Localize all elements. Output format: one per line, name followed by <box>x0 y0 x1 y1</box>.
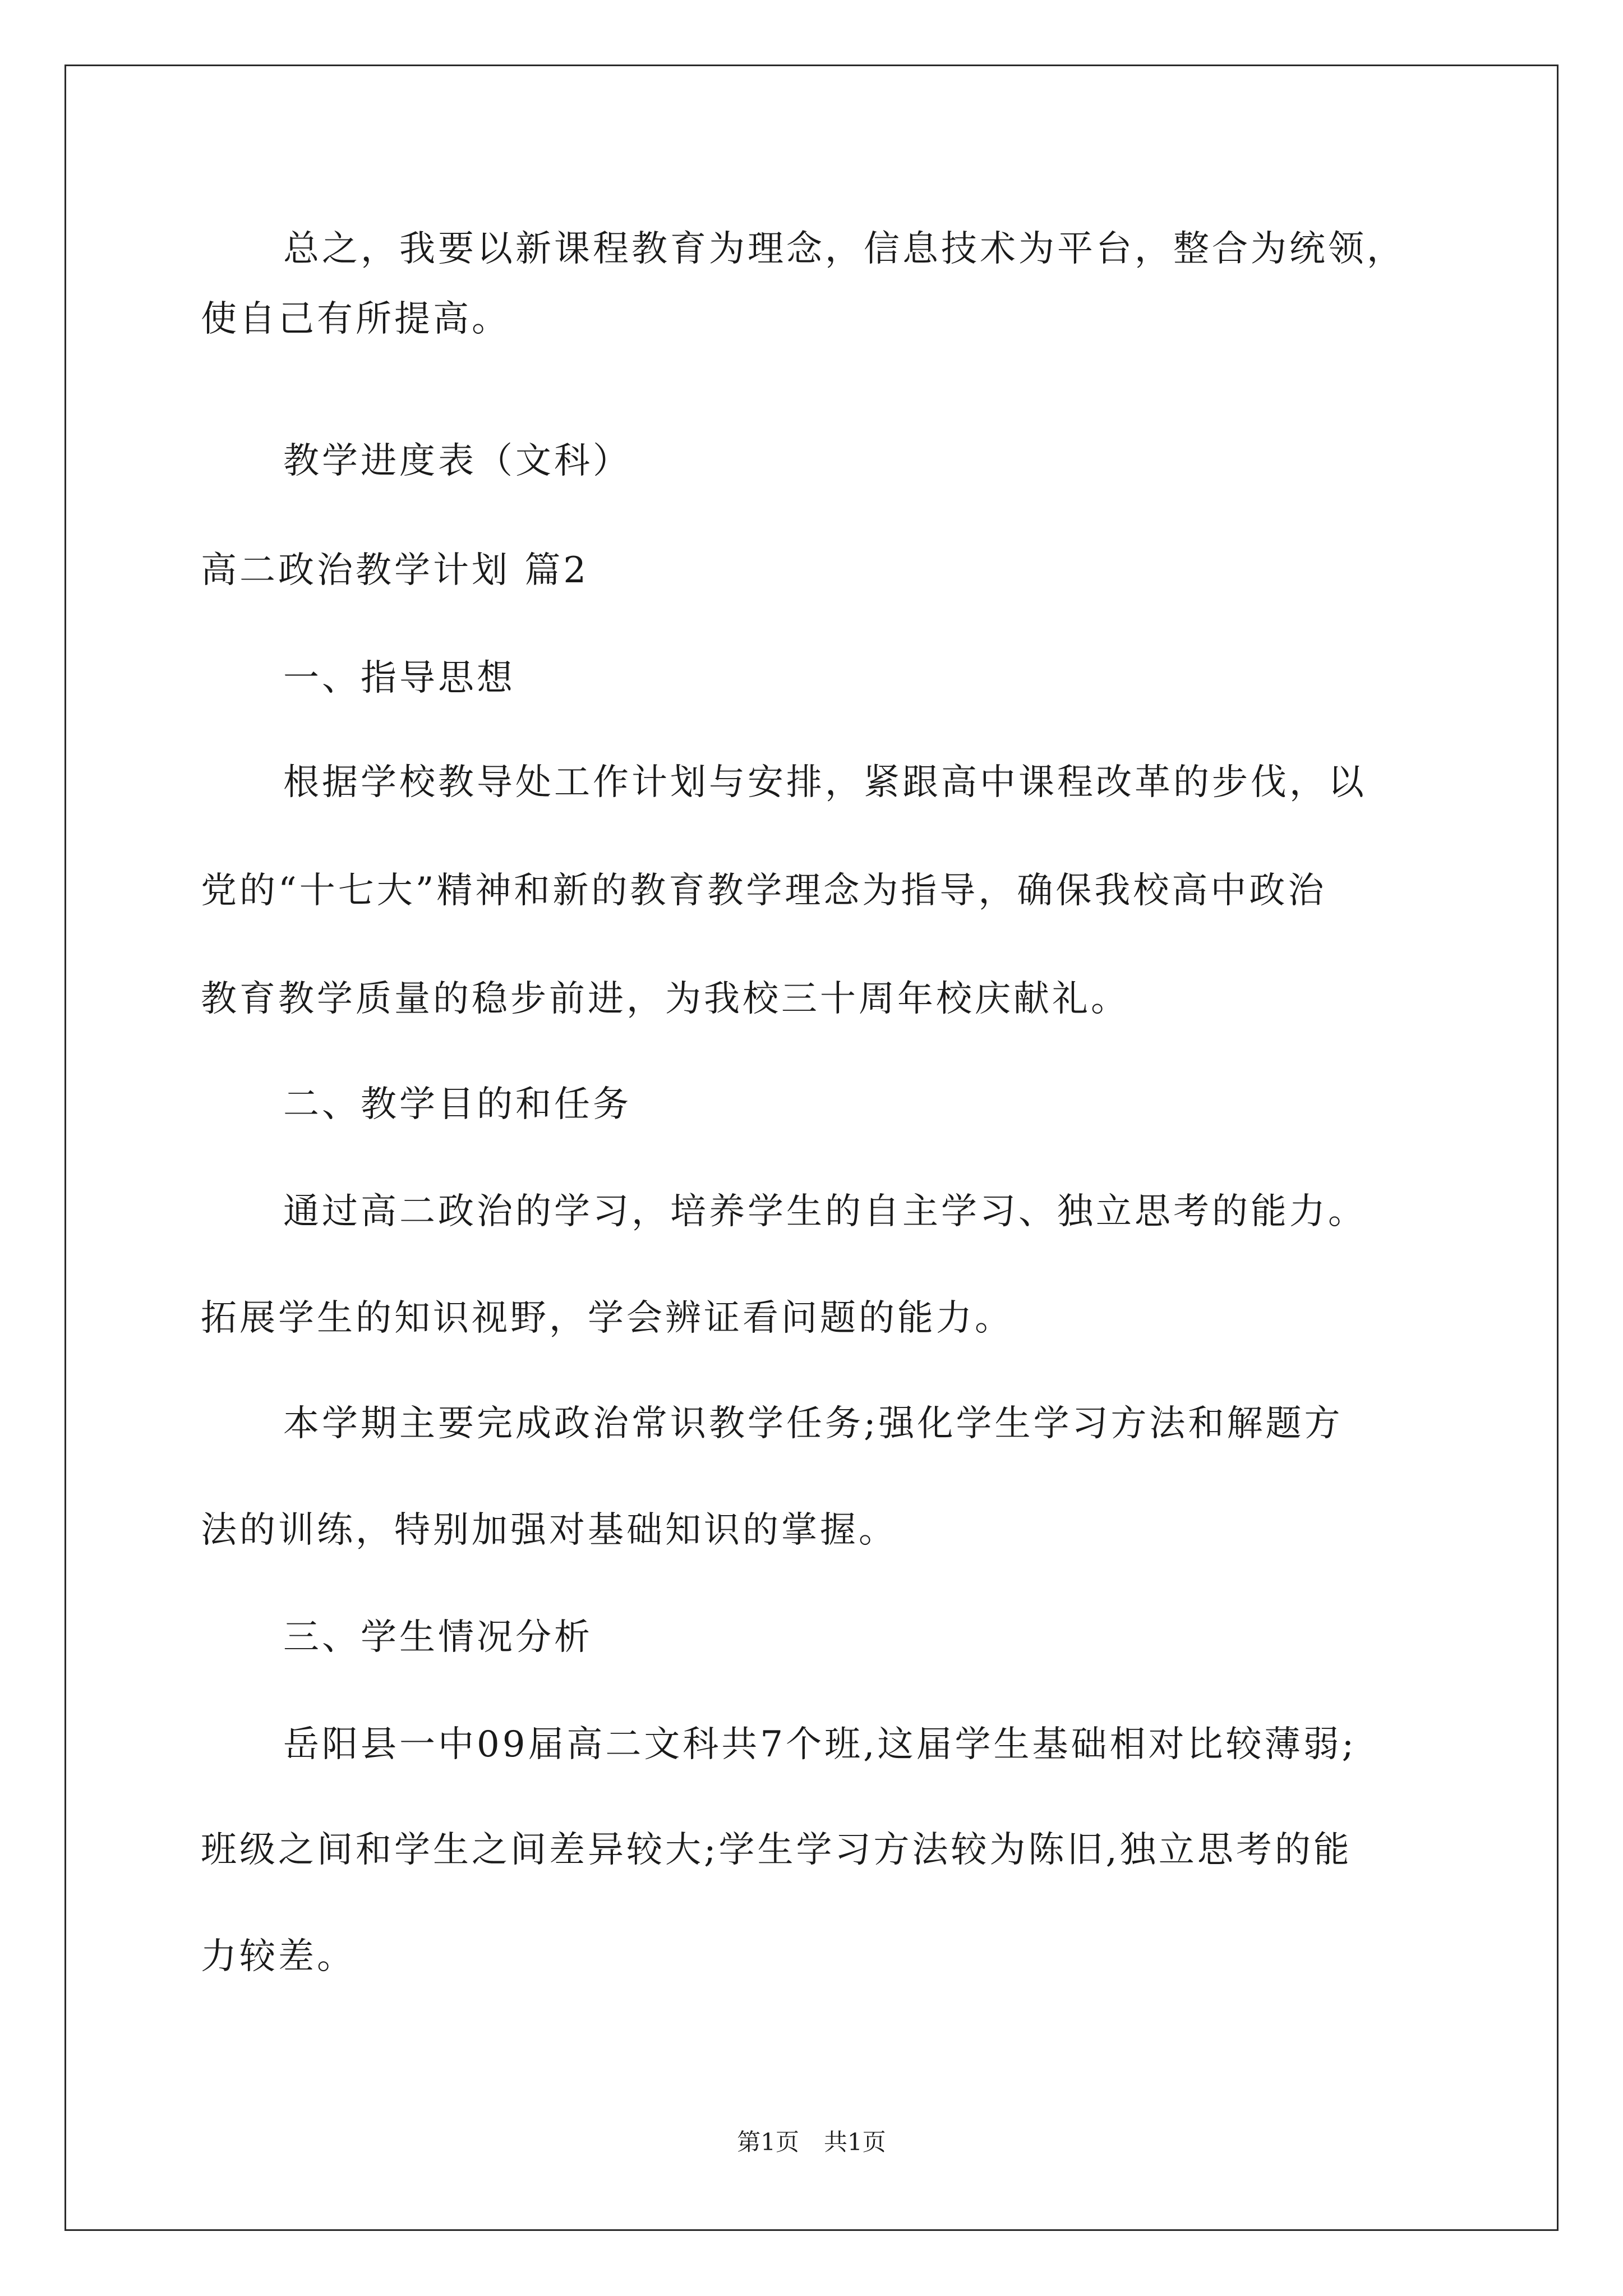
paragraph-line: 总之，我要以新课程教育为理念，信息技术为平台，整合为统领， <box>283 228 1405 270</box>
paragraph-line: 法的训练，特别加强对基础知识的掌握。 <box>201 1510 897 1551</box>
paragraph-line: 班级之间和学生之间差异较大;学生学习方法较为陈旧,独立思考的能 <box>201 1829 1352 1871</box>
article-title: 高二政治教学计划 篇2 <box>201 550 589 591</box>
paragraph-line: 党的“十七大”精神和新的教育教学理念为指导，确保我校高中政治 <box>201 870 1327 912</box>
page-footer <box>0 2128 1623 2156</box>
paragraph-line: 岳阳县一中09届高二文科共7个班,这届学生基础相对比较薄弱; <box>283 1724 1357 1765</box>
paragraph-line: 本学期主要完成政治常识教学任务;强化学生学习方法和解题方 <box>283 1403 1343 1444</box>
paragraph-line: 通过高二政治的学习，培养学生的自主学习、独立思考的能力。 <box>283 1191 1367 1232</box>
page-total: 共1页 <box>824 2128 886 2156</box>
paragraph-line: 使自己有所提高。 <box>201 298 510 340</box>
section-heading: 三、学生情况分析 <box>283 1617 593 1658</box>
paragraph-line: 力较差。 <box>201 1936 356 1977</box>
section-heading: 教学进度表（文科） <box>283 440 631 482</box>
page-border <box>64 65 1559 2231</box>
section-heading: 二、教学目的和任务 <box>283 1084 631 1125</box>
paragraph-line: 拓展学生的知识视野，学会辨证看问题的能力。 <box>201 1297 1013 1339</box>
paragraph-line: 根据学校教导处工作计划与安排，紧跟高中课程改革的步伐，以 <box>283 762 1367 803</box>
page-number: 第1页 <box>737 2128 799 2156</box>
paragraph-line: 教育教学质量的稳步前进，为我校三十周年校庆献礼。 <box>201 978 1129 1020</box>
section-heading: 一、指导思想 <box>283 657 515 699</box>
